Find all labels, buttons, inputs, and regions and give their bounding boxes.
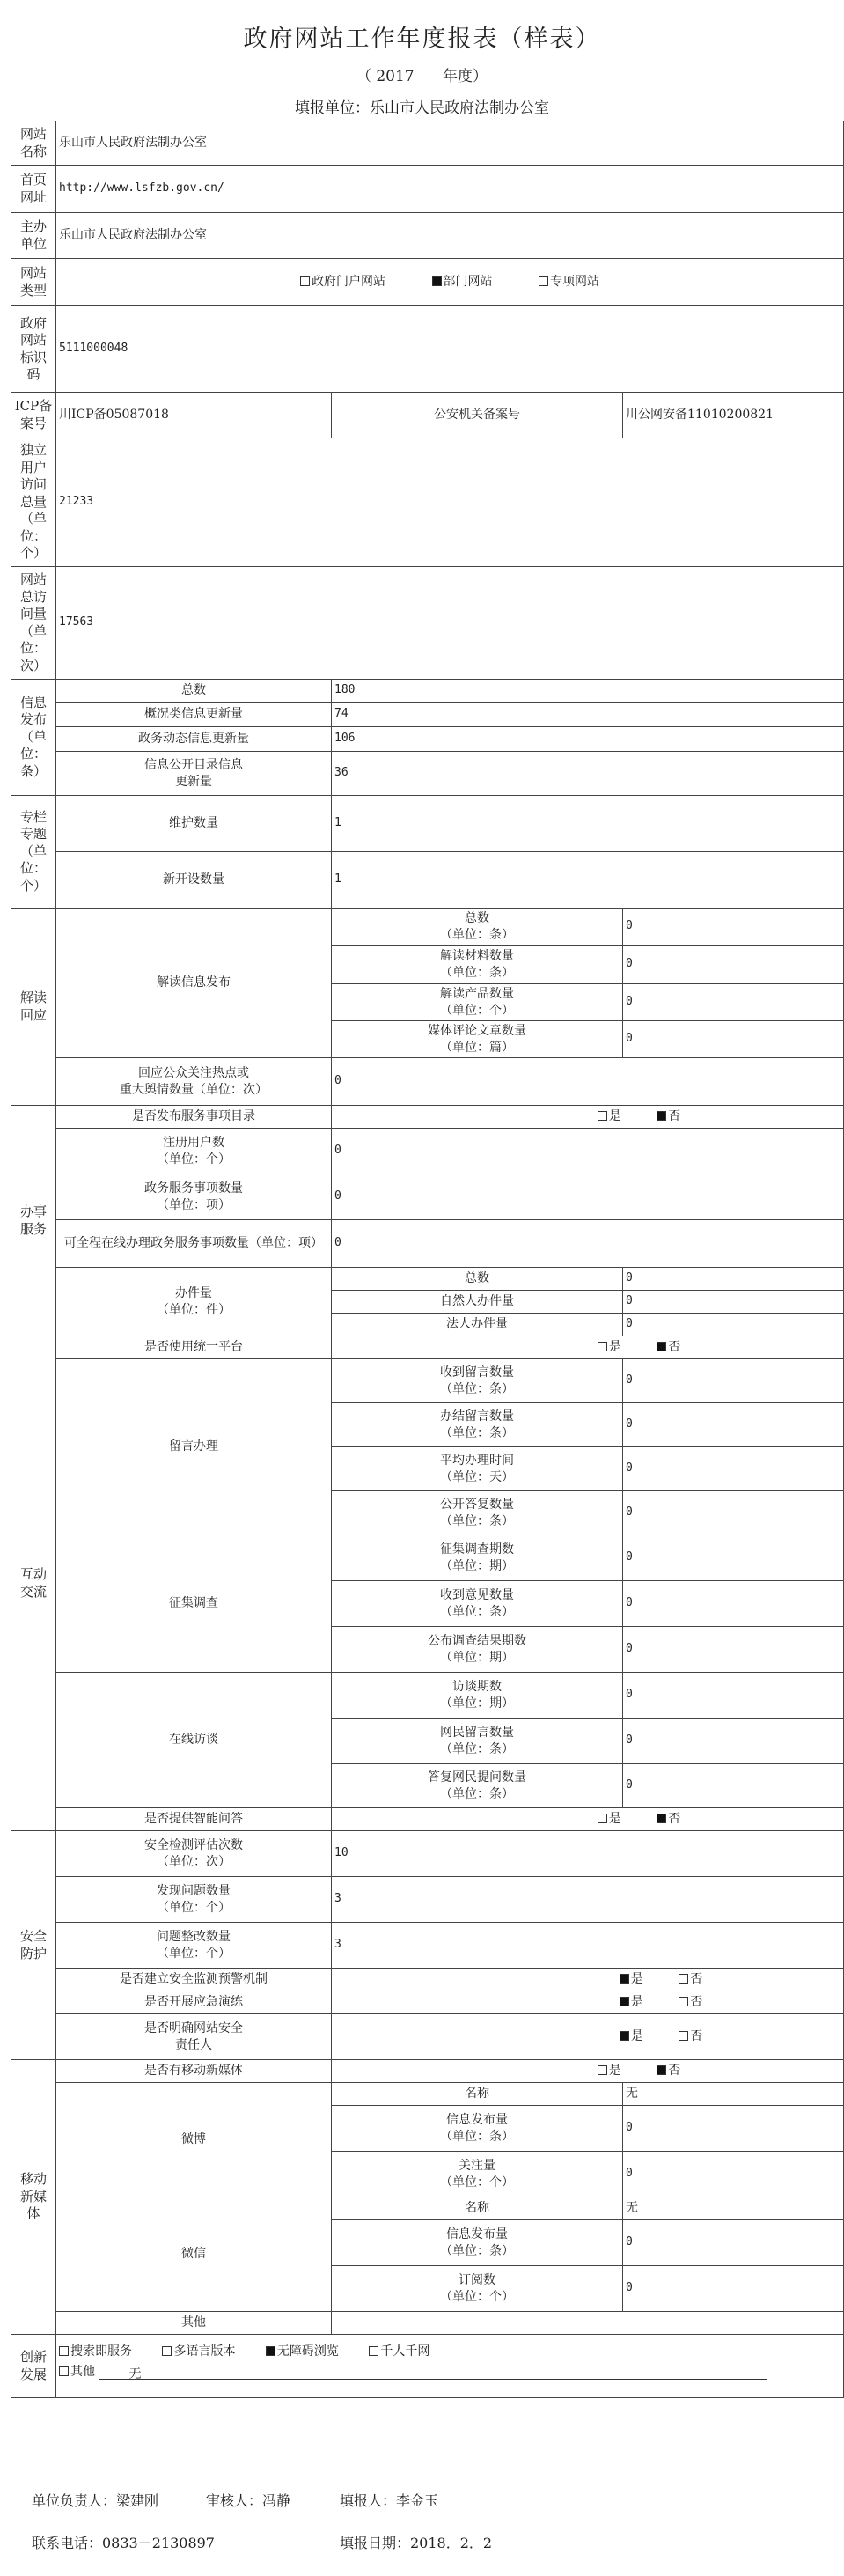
security-check-options (332, 1991, 844, 2014)
volume-item-label: 总数 (332, 1268, 623, 1291)
date-label: 填报日期：2018．2．2 (340, 2535, 493, 2551)
online-label: 网民留言数量 （单位：条） (332, 1719, 623, 1764)
weibo-value: 0 (623, 2106, 844, 2152)
yes-label: 是 (630, 1995, 643, 2010)
table-row (11, 2197, 844, 2220)
service-section-label: 办事服务 (11, 1106, 56, 1336)
checkbox-smart-yes[interactable] (598, 1814, 607, 1823)
security-label: 问题整改数量 （单位：个） (56, 1923, 332, 1969)
weibo-group-label: 微博 (56, 2083, 332, 2197)
interpret-value: 0 (623, 909, 844, 946)
message-label: 办结留言数量 （单位：条） (332, 1403, 623, 1447)
online-value: 0 (623, 1764, 844, 1808)
innovation-option-other[interactable] (59, 2365, 95, 2379)
weibo-label: 关注量 （单位：个） (332, 2152, 623, 2197)
smart-label: 是否提供智能问答 (56, 1808, 332, 1831)
weibo-label: 名称 (332, 2083, 623, 2106)
info-section-label: 信息发布（单位：条） (11, 680, 56, 796)
checkbox-accessible[interactable] (266, 2346, 275, 2356)
survey-group-label: 征集调查 (56, 1535, 332, 1673)
message-value: 0 (623, 1491, 844, 1535)
survey-value: 0 (623, 1535, 844, 1581)
message-label: 收到留言数量 （单位：条） (332, 1359, 623, 1403)
interpret-label: 解读产品数量 （单位：个） (332, 984, 623, 1021)
filler-unit: 填报单位：乐山市人民政府法制办公室 (295, 99, 549, 117)
table-row (11, 1673, 844, 1719)
column-label: 新开设数量 (56, 852, 332, 909)
table-row (11, 1923, 844, 1969)
security-check-label: 是否明确网站安全 责任人 (56, 2014, 332, 2060)
type-department-label: 部门网站 (443, 275, 493, 290)
site-id-value: 5111000048 (56, 306, 844, 393)
catalog-options (332, 1106, 844, 1129)
wechat-value: 0 (623, 2220, 844, 2266)
mobile-other-label: 其他 (56, 2312, 332, 2335)
weibo-label: 信息发布量 （单位：条） (332, 2106, 623, 2152)
message-value: 0 (623, 1447, 844, 1491)
security-check-options (332, 1969, 844, 1991)
multilang-label: 多语言版本 (173, 2344, 236, 2359)
unified-options (332, 1336, 844, 1359)
interpret-label: 总数 （单位：条） (332, 909, 623, 946)
innovation-option-accessible[interactable] (266, 2344, 339, 2359)
checkbox-other[interactable] (59, 2366, 69, 2376)
table-row (11, 909, 844, 946)
type-special-label: 专项网站 (549, 275, 599, 290)
security-value: 3 (332, 1923, 844, 1969)
site-type-options (56, 259, 844, 306)
service-label: 政务服务事项数量 （单位：项） (56, 1174, 332, 1220)
info-label: 信息公开目录信息 更新量 (56, 752, 332, 796)
checkbox-catalog-yes[interactable] (598, 1111, 607, 1121)
table-row (11, 1336, 844, 1359)
checkbox-check-yes[interactable] (620, 2031, 629, 2041)
info-label: 政务动态信息更新量 (56, 727, 332, 752)
no-label: 否 (668, 2064, 681, 2079)
survey-label: 征集调查期数 （单位：期） (332, 1535, 623, 1581)
checkbox-check-yes[interactable] (620, 1997, 629, 2006)
table-row (11, 1969, 844, 1991)
phone-label: 联系电话：0833－2130897 (32, 2535, 215, 2551)
column-section-label: 专栏专题（单位：个） (11, 796, 56, 909)
security-section-label: 安全防护 (11, 1831, 56, 2060)
checkbox-department[interactable] (432, 276, 442, 286)
table-row (11, 1058, 844, 1106)
checkbox-multilang[interactable] (162, 2346, 172, 2356)
type-option-department[interactable] (432, 274, 493, 290)
mobile-no[interactable] (657, 2063, 680, 2079)
no-label: 否 (690, 1972, 703, 1987)
table-row (11, 703, 844, 727)
survey-value: 0 (623, 1627, 844, 1673)
check-yes[interactable] (620, 1971, 643, 1987)
table-row (11, 1831, 844, 1877)
service-label: 可全程在线办理政务服务事项数量（单位：项） (56, 1220, 332, 1268)
smart-yes[interactable] (598, 1811, 621, 1827)
security-label: 发现问题数量 （单位：个） (56, 1877, 332, 1923)
check-no[interactable] (679, 1994, 702, 2010)
checkbox-special[interactable] (539, 276, 548, 286)
message-value: 0 (623, 1359, 844, 1403)
table-row (11, 796, 844, 852)
row-sponsor (11, 213, 844, 259)
visits-label: 网站总访问量（单位：次） (11, 567, 56, 680)
yes-label: 是 (608, 1109, 621, 1124)
interpret-label: 解读材料数量 （单位：条） (332, 946, 623, 984)
info-value: 74 (332, 703, 844, 727)
yes-label: 是 (630, 2029, 643, 2044)
icp-value: 川ICP备05087018 (56, 393, 332, 438)
column-value: 1 (332, 796, 844, 852)
site-name-value: 乐山市人民政府法制办公室 (56, 121, 844, 166)
interpret-value: 0 (623, 984, 844, 1021)
security-check-options (332, 2014, 844, 2060)
interpret-group-label: 解读信息发布 (56, 909, 332, 1058)
survey-label: 公布调查结果期数 （单位：期） (332, 1627, 623, 1673)
table-row (11, 1268, 844, 1291)
service-value: 0 (332, 1129, 844, 1174)
wechat-group-label: 微信 (56, 2197, 332, 2312)
interpret-value: 0 (623, 946, 844, 984)
sponsor-label: 主办单位 (11, 213, 56, 259)
volume-item-value: 0 (623, 1314, 844, 1336)
table-row (11, 727, 844, 752)
online-label: 访谈期数 （单位：期） (332, 1673, 623, 1719)
weibo-value: 0 (623, 2152, 844, 2197)
security-value: 3 (332, 1877, 844, 1923)
innovation-option-search[interactable] (59, 2344, 132, 2359)
accessible-label: 无障碍浏览 (276, 2344, 339, 2359)
volume-item-label: 法人办件量 (332, 1314, 623, 1336)
respond-value: 0 (332, 1058, 844, 1106)
info-value: 106 (332, 727, 844, 752)
table-row (11, 1129, 844, 1174)
table-row (11, 1808, 844, 1831)
table-row (11, 1535, 844, 1581)
info-value: 36 (332, 752, 844, 796)
wechat-value: 无 (623, 2197, 844, 2220)
online-value: 0 (623, 1719, 844, 1764)
yes-label: 是 (608, 2064, 621, 2079)
checkbox-mobile-no[interactable] (657, 2065, 666, 2075)
checkbox-catalog-no[interactable] (657, 1111, 666, 1121)
online-group-label: 在线访谈 (56, 1673, 332, 1808)
check-yes[interactable] (620, 1994, 643, 2010)
visitors-label: 独立用户访问总量（单位：个） (11, 438, 56, 567)
checkbox-unified-no[interactable] (657, 1342, 666, 1351)
volume-item-value: 0 (623, 1268, 844, 1291)
check-no[interactable] (679, 1971, 702, 1987)
innovation-option-multilang[interactable] (162, 2344, 235, 2359)
interpret-section-label: 解读回应 (11, 909, 56, 1106)
volume-item-value: 0 (623, 1291, 844, 1314)
sponsor-value: 乐山市人民政府法制办公室 (56, 213, 844, 259)
column-label: 维护数量 (56, 796, 332, 852)
checkbox-check-no[interactable] (679, 2031, 688, 2041)
checkbox-check-no[interactable] (679, 1974, 688, 1984)
wechat-label: 订阅数 （单位：个） (332, 2266, 623, 2312)
message-group-label: 留言办理 (56, 1359, 332, 1535)
mobile-has-label: 是否有移动新媒体 (56, 2060, 332, 2083)
type-portal-label: 政府门户网站 (312, 275, 386, 290)
row-homepage (11, 166, 844, 213)
table-row (11, 1220, 844, 1268)
other-input-line[interactable] (99, 2366, 767, 2380)
security-check-label: 是否建立安全监测预警机制 (56, 1969, 332, 1991)
other-input-line-2 (59, 2387, 798, 2388)
weibo-value: 无 (623, 2083, 844, 2106)
info-value: 180 (332, 680, 844, 703)
page-title: 政府网站工作年度报表（样表） (243, 26, 601, 53)
info-label: 总数 (56, 680, 332, 703)
check-no[interactable] (679, 2028, 702, 2044)
catalog-label: 是否发布服务事项目录 (56, 1106, 332, 1129)
message-value: 0 (623, 1403, 844, 1447)
checkbox-unified-yes[interactable] (598, 1342, 607, 1351)
table-row (11, 1877, 844, 1923)
police-label: 公安机关备案号 (332, 393, 623, 438)
table-row (11, 1991, 844, 2014)
table-row (11, 1359, 844, 1403)
survey-value: 0 (623, 1581, 844, 1627)
table-row (11, 2014, 844, 2060)
innovation-section-label: 创新发展 (11, 2335, 56, 2398)
type-option-portal[interactable] (300, 274, 385, 290)
no-label: 否 (668, 1812, 681, 1827)
other-label: 其他 (70, 2364, 95, 2379)
check-yes[interactable] (620, 2028, 643, 2044)
wechat-label: 信息发布量 （单位：条） (332, 2220, 623, 2266)
mobile-other-value (332, 2312, 844, 2335)
table-row (11, 2335, 844, 2398)
online-value: 0 (623, 1673, 844, 1719)
respond-label: 回应公众关注热点或 重大舆情数量（单位：次） (56, 1058, 332, 1106)
filler-person-label: 填报人：李金玉 (340, 2492, 439, 2509)
volume-item-label: 自然人办件量 (332, 1291, 623, 1314)
table-row (11, 2083, 844, 2106)
row-icp (11, 393, 844, 438)
row-visitors (11, 438, 844, 567)
row-site-id (11, 306, 844, 393)
wechat-label: 名称 (332, 2197, 623, 2220)
unified-label: 是否使用统一平台 (56, 1336, 332, 1359)
interpret-label: 媒体评论文章数量 （单位：篇） (332, 1021, 623, 1058)
homepage-label: 首页网址 (11, 166, 56, 213)
report-table (11, 121, 844, 2398)
unified-no[interactable] (657, 1339, 680, 1355)
row-site-type (11, 259, 844, 306)
catalog-no[interactable] (657, 1108, 680, 1124)
report-year: （ 2017 年度） (356, 68, 488, 85)
no-label: 否 (690, 1995, 703, 2010)
interact-section-label: 互动交流 (11, 1336, 56, 1831)
no-label: 否 (668, 1109, 681, 1124)
table-row (11, 752, 844, 796)
leader-label: 单位负责人：梁建刚 (32, 2492, 159, 2509)
innovation-options (56, 2335, 844, 2398)
smart-options (332, 1808, 844, 1831)
table-row (11, 680, 844, 703)
icp-label: ICP备案号 (11, 393, 56, 438)
no-label: 否 (690, 2029, 703, 2044)
checkbox-check-no[interactable] (679, 1997, 688, 2006)
unified-yes[interactable] (598, 1339, 621, 1355)
volume-label: 办件量 （单位：件） (56, 1268, 332, 1336)
security-value: 10 (332, 1831, 844, 1877)
interpret-value: 0 (623, 1021, 844, 1058)
search-service-label: 搜索即服务 (70, 2344, 132, 2359)
type-option-special[interactable] (539, 274, 599, 290)
service-value: 0 (332, 1174, 844, 1220)
online-label: 答复网民提问数量 （单位：条） (332, 1764, 623, 1808)
security-label: 安全检测评估次数 （单位：次） (56, 1831, 332, 1877)
smart-no[interactable] (657, 1811, 680, 1827)
message-label: 平均办理时间 （单位：天） (332, 1447, 623, 1491)
info-label: 概况类信息更新量 (56, 703, 332, 727)
mobile-yes[interactable] (598, 2063, 621, 2079)
yes-label: 是 (608, 1340, 621, 1355)
catalog-yes[interactable] (598, 1108, 621, 1124)
message-label: 公开答复数量 （单位：条） (332, 1491, 623, 1535)
checkbox-check-yes[interactable] (620, 1974, 629, 1984)
row-visits (11, 567, 844, 680)
site-id-label: 政府网站标识码 (11, 306, 56, 393)
checkbox-smart-no[interactable] (657, 1814, 666, 1823)
police-value: 川公网安备11010200821 (623, 393, 844, 438)
yes-label: 是 (630, 1972, 643, 1987)
row-site-name (11, 121, 844, 166)
reviewer-label: 审核人：冯静 (206, 2492, 291, 2509)
site-name-label: 网站名称 (11, 121, 56, 166)
survey-label: 收到意见数量 （单位：条） (332, 1581, 623, 1627)
other-value: 无 (128, 2366, 142, 2381)
security-check-label: 是否开展应急演练 (56, 1991, 332, 2014)
visits-value: 17563 (56, 567, 844, 680)
table-row (11, 2060, 844, 2083)
no-label: 否 (668, 1340, 681, 1355)
service-label: 注册用户数 （单位：个） (56, 1129, 332, 1174)
yes-label: 是 (608, 1812, 621, 1827)
mobile-section-label: 移动新媒体 (11, 2060, 56, 2335)
mobile-options (332, 2060, 844, 2083)
innovation-option-personal[interactable] (369, 2344, 429, 2359)
table-row (11, 2312, 844, 2335)
homepage-value: http://www.lsfzb.gov.cn/ (56, 166, 844, 213)
personal-label: 千人千网 (380, 2344, 430, 2359)
table-row (11, 1106, 844, 1129)
wechat-value: 0 (623, 2266, 844, 2312)
checkbox-search[interactable] (59, 2346, 69, 2356)
visitors-value: 21233 (56, 438, 844, 567)
table-row (11, 1174, 844, 1220)
site-type-label: 网站类型 (11, 259, 56, 306)
checkbox-portal[interactable] (300, 276, 310, 286)
table-row (11, 852, 844, 909)
checkbox-mobile-yes[interactable] (598, 2065, 607, 2075)
column-value: 1 (332, 852, 844, 909)
service-value: 0 (332, 1220, 844, 1268)
checkbox-personal[interactable] (369, 2346, 378, 2356)
